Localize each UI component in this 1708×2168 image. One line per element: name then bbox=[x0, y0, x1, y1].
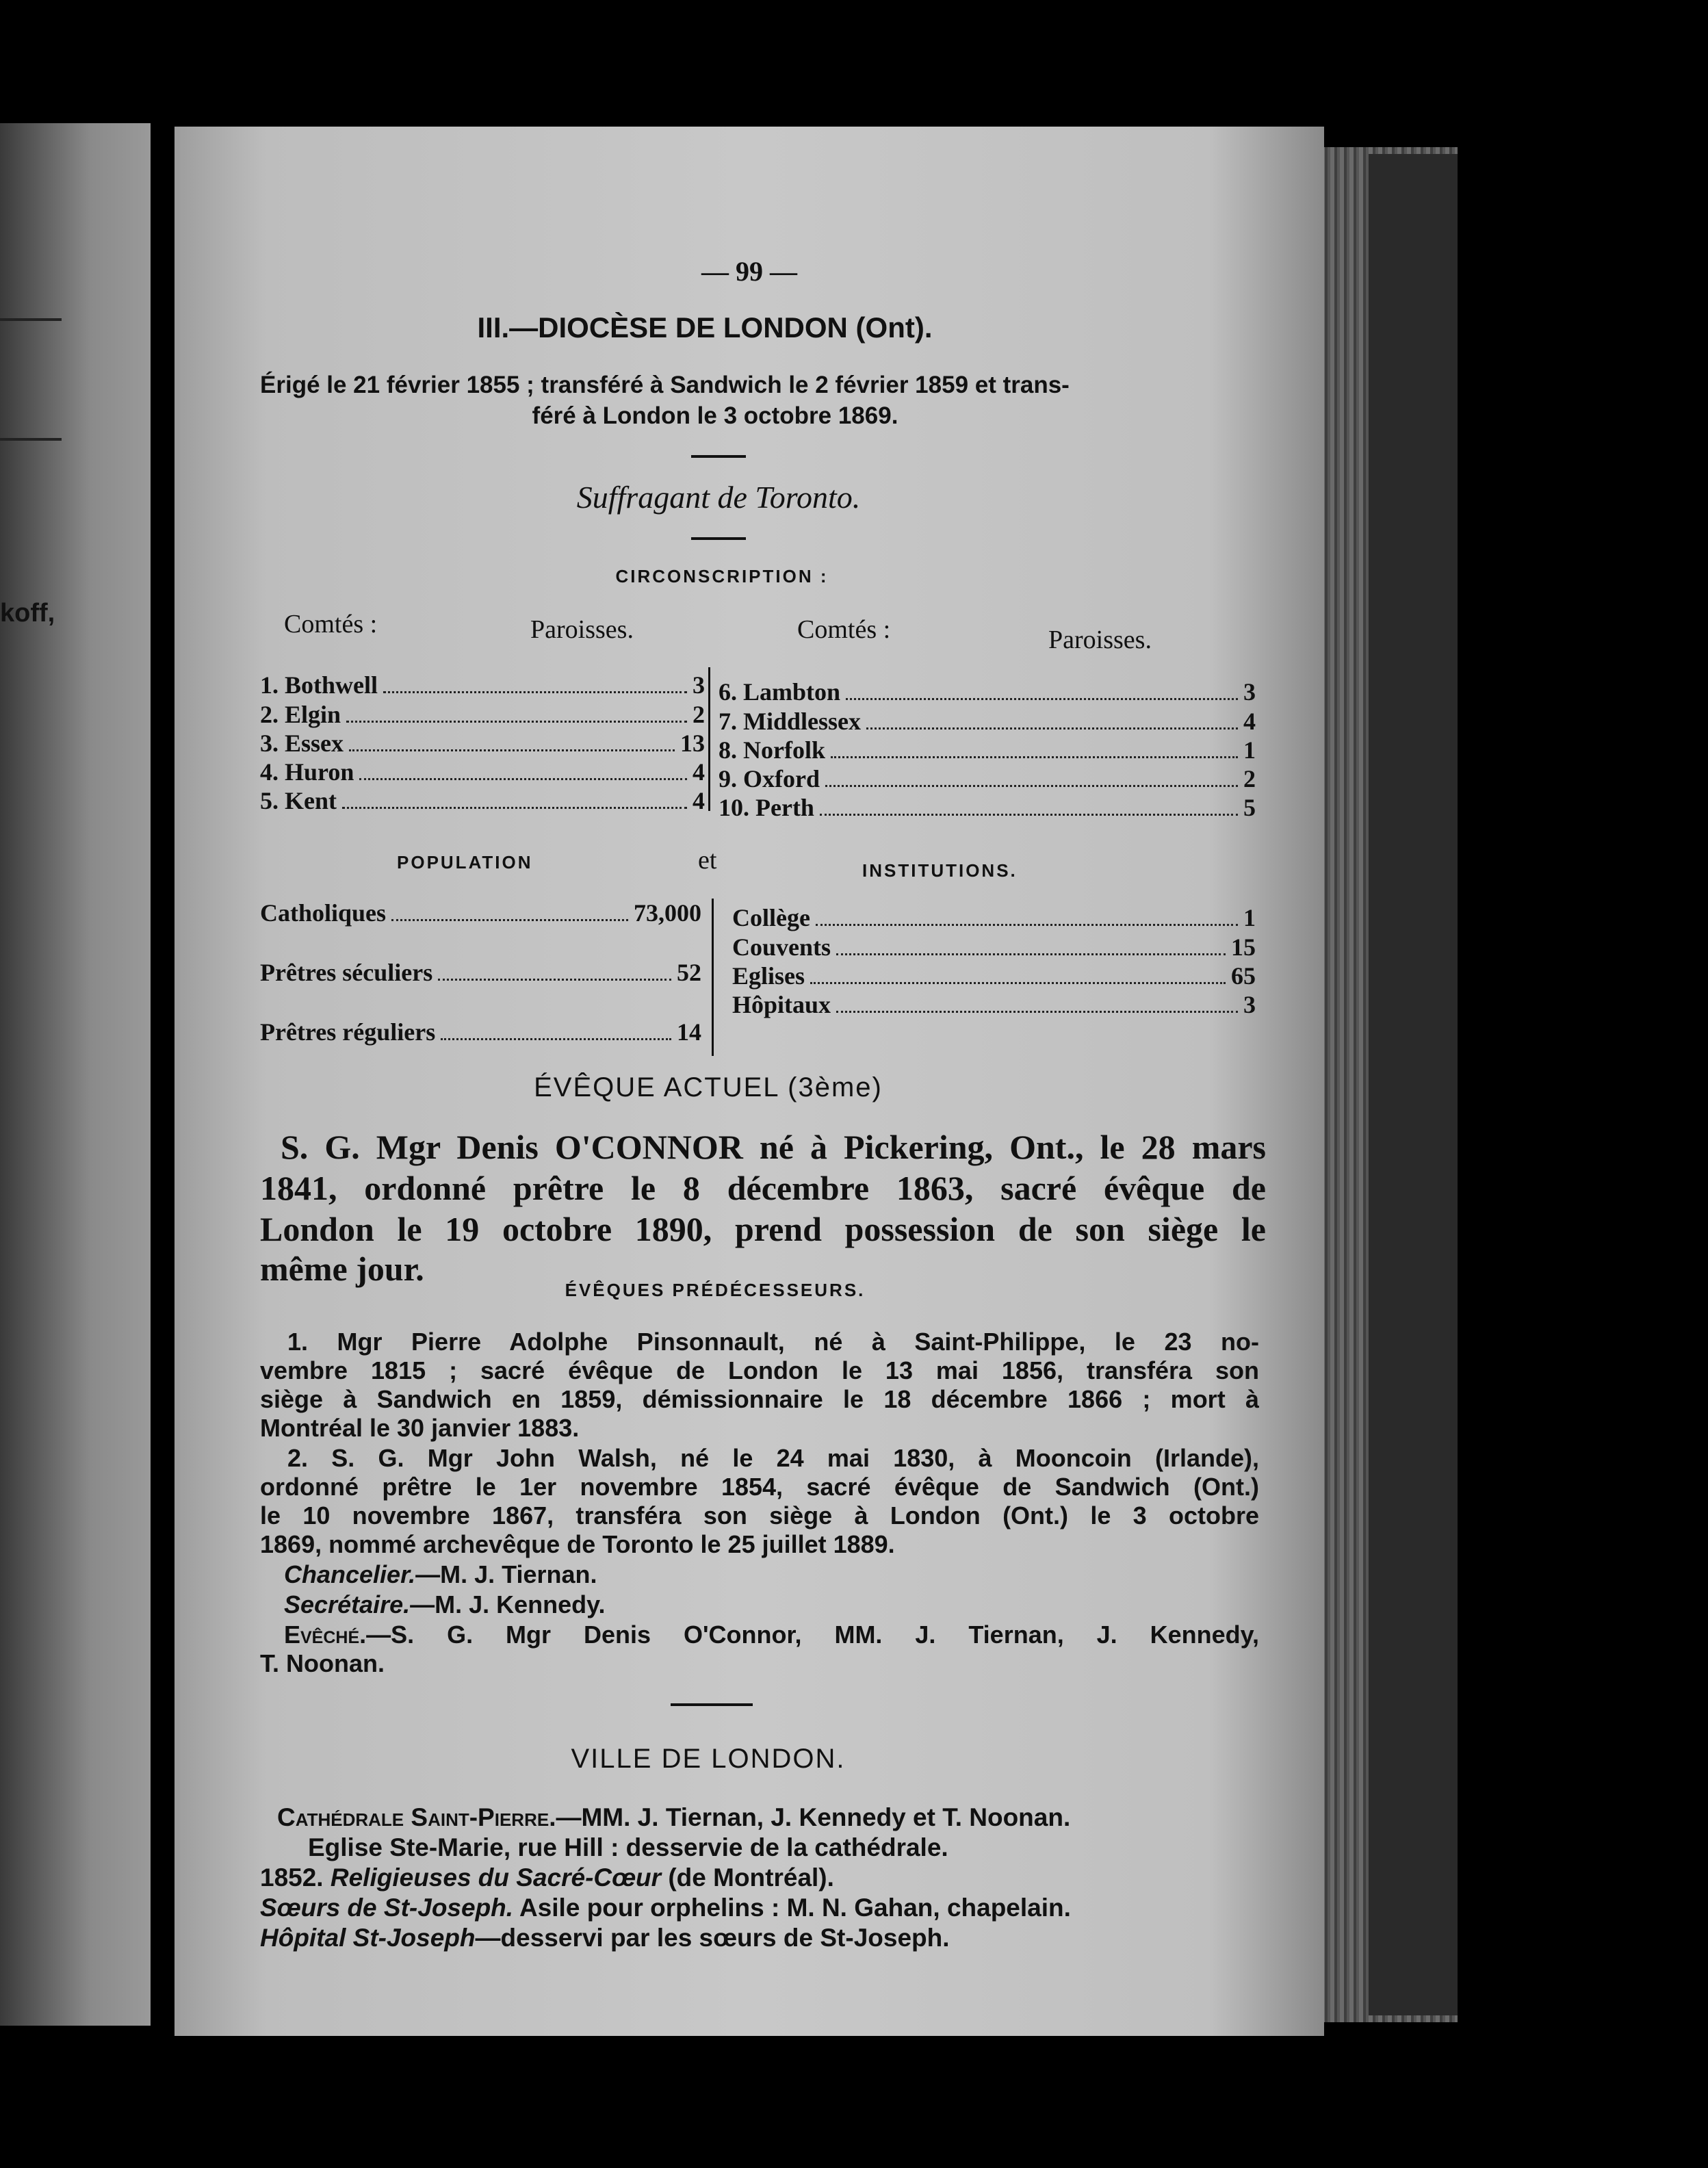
circonscription-heading: CIRCONSCRIPTION : bbox=[615, 566, 829, 586]
list-item: Hôpitaux 3 bbox=[732, 991, 1256, 1018]
soeurs-name: Sœurs de St-Joseph. bbox=[260, 1894, 514, 1922]
list-item: 6. Lambton 3 bbox=[719, 678, 1256, 706]
predecessor-2-line-4: 1869, nommé archevêque de Toronto le 25 juillet 1889. bbox=[260, 1530, 895, 1558]
ville-heading: VILLE DE LONDON. bbox=[571, 1744, 846, 1774]
eveche-line-2: T. Noonan. bbox=[260, 1649, 385, 1677]
page-number: — 99 — bbox=[701, 256, 797, 287]
secretaire-value: —M. J. Kennedy. bbox=[410, 1590, 606, 1618]
religieuses-tail: (de Montréal). bbox=[668, 1863, 834, 1892]
chancelier-line bbox=[284, 1560, 597, 1589]
list-item: Couvents 15 bbox=[732, 933, 1256, 961]
eglise-line: Eglise Ste-Marie, rue Hill : desservie de la cathédrale. bbox=[308, 1833, 948, 1861]
suffragant-line: Suffragant de Toronto. bbox=[576, 480, 861, 515]
hopital-name: Hôpital St-Joseph bbox=[260, 1924, 476, 1952]
institutions-heading: INSTITUTIONS. bbox=[862, 860, 1018, 881]
book-cover-edge bbox=[1369, 154, 1458, 2015]
list-item: 9. Oxford 2 bbox=[719, 765, 1256, 792]
predecessor-1-line-3: siège à Sandwich en 1859, démissionnaire le 18 décembre 1866 ; mort à bbox=[260, 1385, 1259, 1413]
erection-line-1: Érigé le 21 février 1855 ; transféré à Sandwich le 2 février 1859 et trans- bbox=[260, 372, 1070, 398]
soeurs-tail: Asile pour orphelins : M. N. Gahan, chapelain. bbox=[519, 1894, 1071, 1922]
hopital-line bbox=[260, 1924, 950, 1952]
list-item: 5. Kent 4 bbox=[260, 787, 705, 814]
diocese-title: III.—DIOCÈSE DE LONDON (Ont). bbox=[477, 311, 933, 344]
col-paroisses-right: Paroisses. bbox=[1048, 625, 1152, 654]
col-comtes-left: Comtés : bbox=[284, 610, 378, 638]
col-paroisses-left: Paroisses. bbox=[530, 615, 634, 644]
separator-rule bbox=[671, 1703, 753, 1706]
list-item: Collège 1 bbox=[732, 904, 1256, 931]
list-item: Prêtres réguliers 14 bbox=[260, 1018, 701, 1046]
left-page-fragment: koff, bbox=[0, 599, 55, 628]
list-item: 1. Bothwell 3 bbox=[260, 671, 705, 699]
list-item: Catholiques 73,000 bbox=[260, 899, 701, 927]
list-item: 7. Middlessex 4 bbox=[719, 708, 1256, 735]
predecessors-heading: ÉVÊQUES PRÉDÉCESSEURS. bbox=[565, 1280, 866, 1300]
eveche-label: Evêché. bbox=[284, 1621, 367, 1649]
list-item: 3. Essex 13 bbox=[260, 730, 705, 757]
left-page-rule bbox=[0, 438, 62, 441]
bishop-line-4: même jour. bbox=[260, 1250, 424, 1288]
predecessor-2-line-3: le 10 novembre 1867, transféra son siège à London (Ont.) le 3 octobre bbox=[260, 1501, 1259, 1530]
column-divider bbox=[712, 899, 714, 1056]
cathedrale-value: —MM. J. Tiernan, J. Kennedy et T. Noonan. bbox=[556, 1803, 1071, 1831]
predecessor-1-line-2: vembre 1815 ; sacré évêque de London le 13 mai 1856, transféra son bbox=[260, 1356, 1259, 1384]
predecessor-2-line-2: ordonné prêtre le 1er novembre 1854, sacré évêque de Sandwich (Ont.) bbox=[260, 1473, 1259, 1501]
bishop-heading: ÉVÊQUE ACTUEL (3ème) bbox=[534, 1072, 883, 1102]
population-heading: POPULATION bbox=[397, 852, 533, 873]
list-item: 10. Perth 5 bbox=[719, 794, 1256, 821]
list-item: 2. Elgin 2 bbox=[260, 701, 705, 728]
book-page bbox=[174, 127, 1324, 2036]
predecessor-2-line-1: 2. S. G. Mgr John Walsh, né le 24 mai 1830, à Mooncoin (Irlande), bbox=[287, 1444, 1259, 1472]
chancelier-label: Chancelier. bbox=[284, 1560, 416, 1588]
year: 1852. bbox=[260, 1863, 324, 1892]
list-item: 4. Huron 4 bbox=[260, 758, 705, 786]
left-page-rule bbox=[0, 318, 62, 321]
list-item: 8. Norfolk 1 bbox=[719, 736, 1256, 764]
religieuses-name: Religieuses du Sacré-Cœur bbox=[330, 1863, 662, 1892]
bishop-line-1: S. G. Mgr Denis O'CONNOR né à Pickering, Ont., le 28 mars bbox=[281, 1128, 1266, 1166]
religieuses-line bbox=[260, 1863, 834, 1892]
secretaire-label: Secrétaire. bbox=[284, 1590, 411, 1618]
cathedrale-label: Cathédrale Saint-Pierre. bbox=[277, 1803, 556, 1831]
predecessor-1-line-1: 1. Mgr Pierre Adolphe Pinsonnault, né à Saint-Philippe, le 23 no- bbox=[287, 1328, 1259, 1356]
eveche-line bbox=[284, 1621, 1259, 1651]
bishop-line-3: London le 19 octobre 1890, prend possession de son siège le bbox=[260, 1210, 1266, 1248]
separator-rule bbox=[691, 455, 746, 458]
secretaire-line bbox=[284, 1590, 606, 1619]
soeurs-line bbox=[260, 1894, 1071, 1922]
population-et: et bbox=[698, 846, 717, 875]
list-item: Eglises 65 bbox=[732, 962, 1256, 990]
hopital-tail: —desservi par les sœurs de St-Joseph. bbox=[475, 1924, 950, 1952]
bishop-line-2: 1841, ordonné prêtre le 8 décembre 1863, sacré évêque de bbox=[260, 1169, 1266, 1207]
col-comtes-right: Comtés : bbox=[797, 615, 891, 644]
erection-line-2: féré à London le 3 octobre 1869. bbox=[532, 402, 898, 429]
predecessor-1-line-4: Montréal le 30 janvier 1883. bbox=[260, 1414, 580, 1442]
cathedrale-line bbox=[277, 1803, 1070, 1832]
column-divider bbox=[708, 667, 710, 811]
left-page-edge bbox=[0, 123, 151, 2026]
separator-rule bbox=[691, 537, 746, 540]
eveche-value: —S. G. Mgr Denis O'Connor, MM. J. Tiernan, J. Kennedy, bbox=[366, 1621, 1259, 1649]
list-item: Prêtres séculiers 52 bbox=[260, 959, 701, 986]
chancelier-value: —M. J. Tiernan. bbox=[415, 1560, 597, 1588]
